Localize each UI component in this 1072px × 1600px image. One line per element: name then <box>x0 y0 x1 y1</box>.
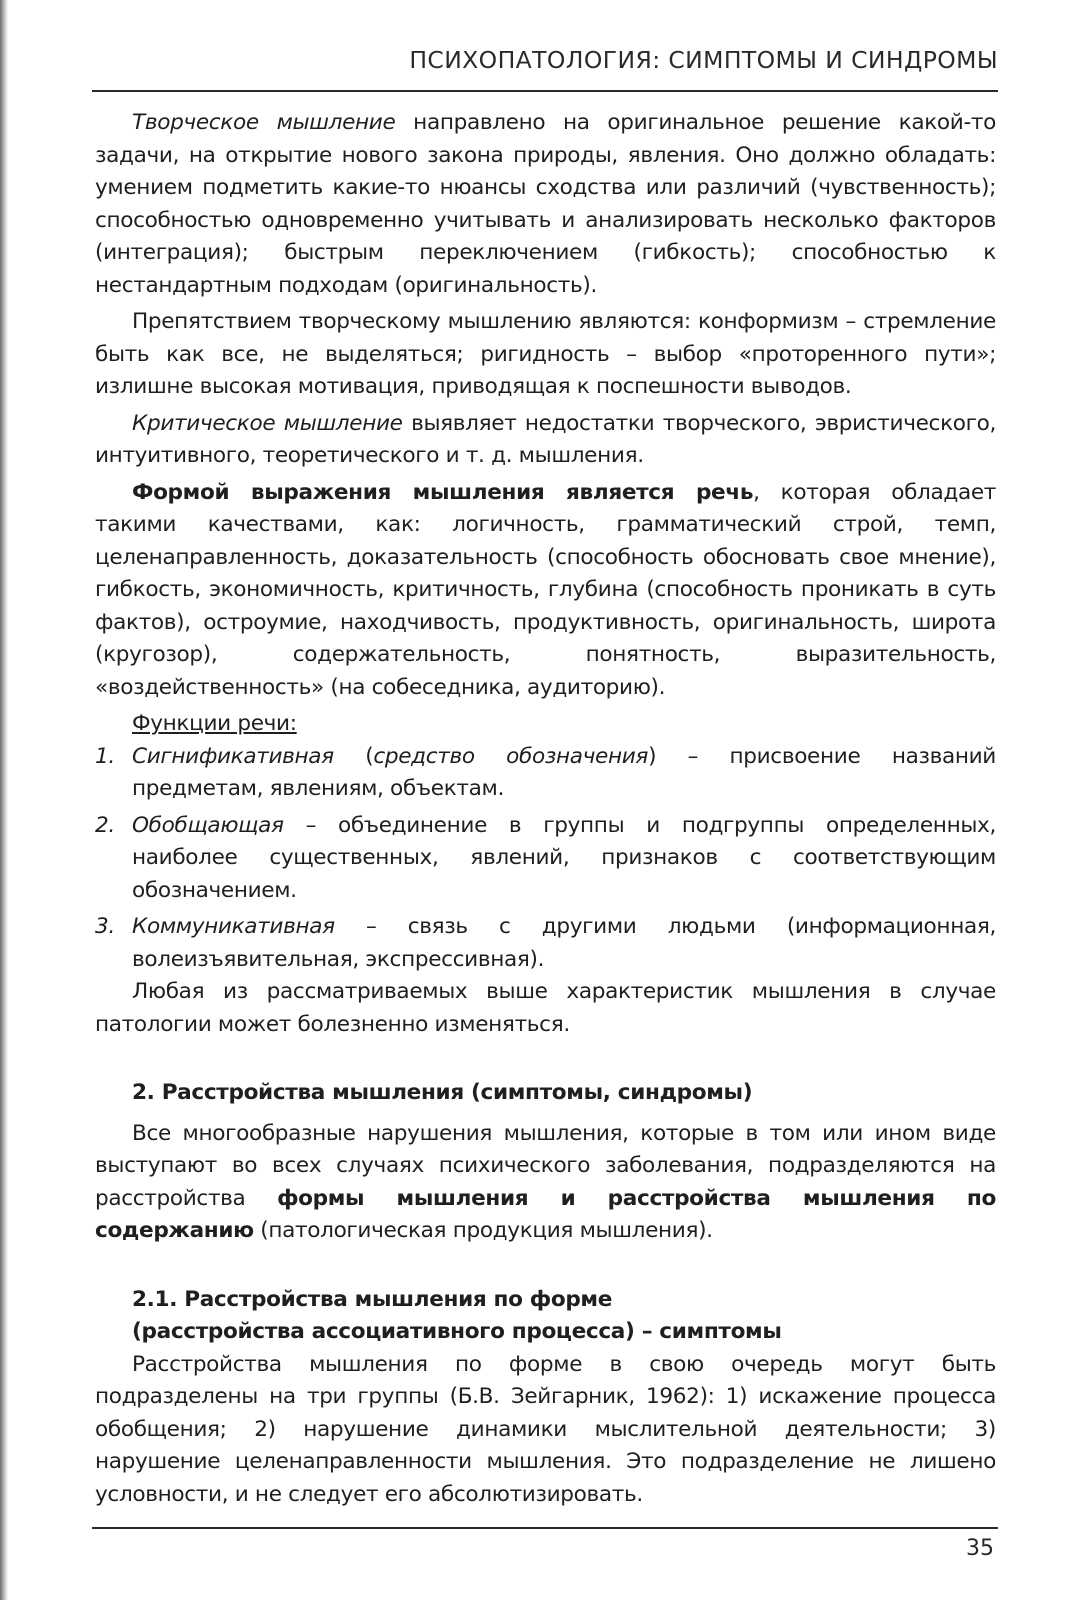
function-name: Сигнификативная <box>132 743 334 769</box>
paragraph-text: выявляет недостатки творческого, эвристического, интуитивного, теоретического и т. д. мышления. <box>95 410 996 468</box>
paragraph-creative-thinking <box>95 107 996 302</box>
paragraph-text: Препятствием творческому мышлению являются: конформизм – стремление быть как все, не выделяться; ригидность – выбор «проторенного пути»; излишне высокая мотивация, приводящая к поспешности выводов. <box>95 309 996 399</box>
bold-speech-statement: Формой выражения мышления является речь <box>132 479 754 505</box>
functions-heading: Функции речи: <box>132 711 297 736</box>
list-number: 3. <box>95 914 115 939</box>
term-critical-thinking: Критическое мышление <box>132 410 403 436</box>
functions-list <box>95 741 996 977</box>
section-heading-line: 2.1. Расстройства мышления по форме <box>132 1286 613 1312</box>
section-heading-2: 2. Расстройства мышления (симптомы, синдромы) <box>132 1080 753 1105</box>
function-description: – связь с другими людьми (информационная, волеизъявительная, экспрессивная). <box>132 914 996 972</box>
function-alt-name: средство обозначения <box>373 743 649 769</box>
running-head: ПСИХОПАТОЛОГИЯ: СИМПТОМЫ И СИНДРОМЫ <box>409 46 998 74</box>
function-name: Обобщающая <box>132 812 284 838</box>
page-number: 35 <box>966 1536 994 1561</box>
paragraph-obstacles <box>95 306 996 404</box>
paragraph-text: , которая обладает такими качествами, как: логичность, грамматический строй, темп, целенаправленность, доказательность (способность обосновать свое мнение), гибкость, экономичность, критичность, глубина (способность проникать в суть фактов), остроумие, находчивость, продуктивность, оригинальность, широта (кругозор), содержательность, понятность, выразительность, «воздейственность» (на собеседника, аудиторию). <box>95 479 997 700</box>
header-rule <box>92 90 998 92</box>
paragraph-speech <box>95 477 996 705</box>
bold-phrase: формы мышления и расстройства мышления по содержанию <box>95 1185 996 1243</box>
list-number: 2. <box>95 812 115 838</box>
function-name: Коммуникативная <box>132 914 335 939</box>
paragraph-section-2: Все многообразные нарушения мышления, которые в том или ином виде выступают во всех случаях психического заболевания, подразделяются на расстройства формы мышления и расстройства мышления по содержанию (патологическая продукция мышления). <box>95 1120 996 1243</box>
page-binding-shadow <box>0 0 8 1600</box>
paragraph-text: Любая из рассматриваемых выше характеристик мышления в случае патологии может болезненно изменяться. <box>95 979 996 1037</box>
paragraph-pathology <box>95 976 996 1041</box>
list-item: 1. Сигнификативная (средство обозначения) – присвоение названий предметам, явлениям, объектам. <box>95 741 996 806</box>
paragraph-critical-thinking <box>95 408 996 473</box>
paragraph-text: направлено на оригинальное решение какой-то задачи, на открытие нового закона природы, явления. Оно должно обладать: умением подметить какие-то нюансы сходства или различий (чувственность); способностью одновременно учитывать и анализировать несколько факторов (интеграция); быстрым переключением (гибкость); способностью к нестандартным подходам (оригинальность). <box>95 110 996 298</box>
paragraph-section-2-1: Расстройства мышления по форме в свою очередь могут быть подразделены на три группы (Б.В. Зейгарник, 1962): 1) искажение процесса обобщения; 2) нарушение динамики мыслительной деятельности; 3) нарушение целенаправленности мышления. Это подразделение не лишено условности, и не следует его абсолютизировать. <box>95 1351 996 1507</box>
footer-rule <box>92 1527 998 1529</box>
list-number: 1. <box>95 743 115 769</box>
term-creative-thinking: Творческое мышление <box>132 110 396 135</box>
function-description: ) – присвоение названий предметам, явлениям, объектам. <box>132 743 996 801</box>
list-item <box>95 810 996 908</box>
section-heading-line: (расстройства ассоциативного процесса) – симптомы <box>132 1319 782 1344</box>
page-body <box>95 107 996 1511</box>
list-item <box>95 911 996 976</box>
section-heading-2-1 <box>95 1284 996 1349</box>
function-description: – объединение в группы и подгруппы определенных, наиболее существенных, явлений, признаков с соответствующим обозначением. <box>132 812 996 903</box>
